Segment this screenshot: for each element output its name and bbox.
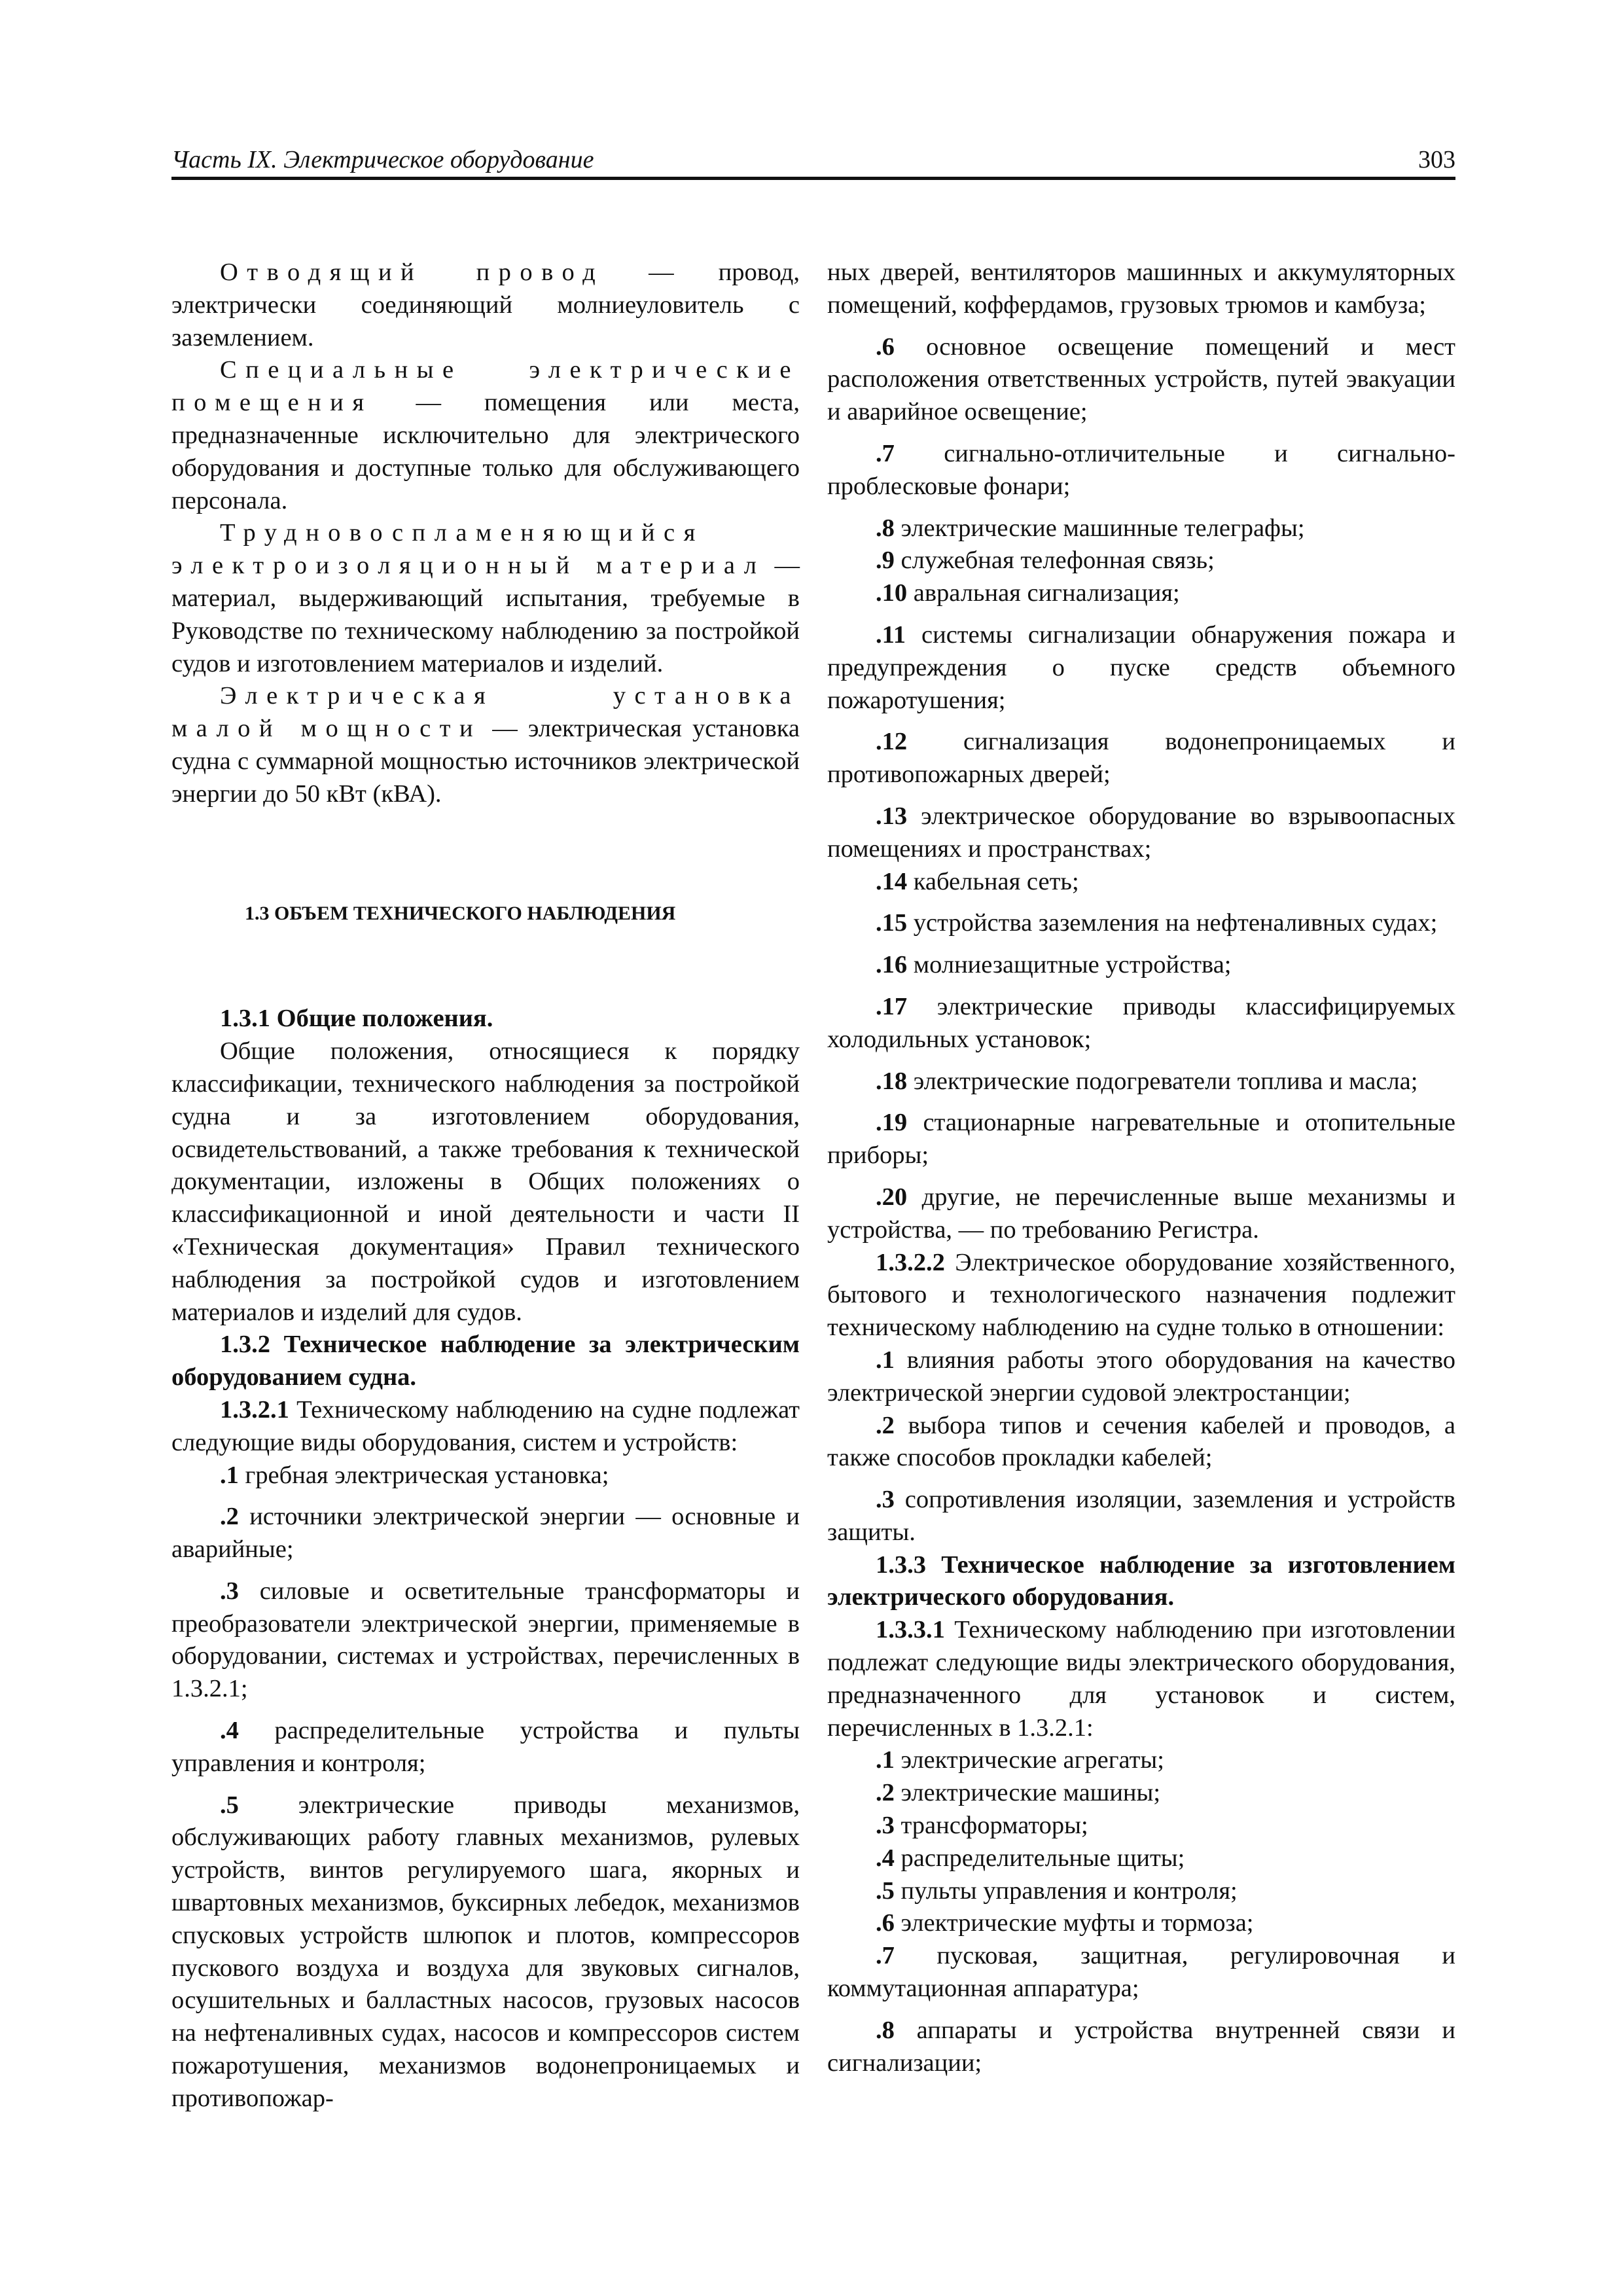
item-text: основное освещение помещений и мест расположения ответственных устройств, путей эвакуации и аварийное освещение; [827, 332, 1455, 426]
item-text: сигнализация водонепроницаемых и противопожарных дверей; [827, 728, 1455, 789]
list-item [827, 331, 1455, 429]
defined-term: Электрическая установка малой мощности [171, 682, 800, 743]
item-number: .3 [220, 1577, 239, 1605]
item-text: электрические агрегаты; [894, 1746, 1164, 1774]
list-item [827, 1066, 1455, 1098]
defined-term: Специальные электрические помещения [171, 356, 800, 417]
item-number: .11 [876, 620, 906, 649]
item-number: .15 [876, 909, 908, 937]
item-number: .20 [876, 1183, 908, 1211]
list-item [827, 1744, 1455, 1777]
list-item [827, 949, 1455, 982]
item-number: .1 [876, 1346, 895, 1374]
item-number: .9 [876, 547, 895, 575]
list-item [827, 907, 1455, 940]
item-number: .7 [876, 439, 895, 467]
item-text: электрические муфты и тормоза; [894, 1909, 1254, 1937]
item-text: сигнально-отличительные и сигнально-проблесковые фонари; [827, 439, 1455, 500]
item-text: источники электрической энергии — основные и аварийные; [171, 1503, 800, 1564]
item-number: .14 [876, 867, 908, 895]
list-item [827, 512, 1455, 545]
item-text: электрическое оборудование во взрывоопасных помещениях и пространствах; [827, 802, 1455, 863]
list-item [171, 1460, 800, 1492]
item-number: .12 [876, 728, 908, 756]
list-item [827, 1810, 1455, 1842]
definition-paragraph [171, 354, 800, 517]
item-text: пульты управления и контроля; [894, 1876, 1238, 1905]
item-text: авральная сигнализация; [907, 579, 1180, 607]
item-number: .5 [220, 1791, 239, 1819]
definition-paragraph [171, 517, 800, 680]
paragraph [827, 1247, 1455, 1344]
item-number: .7 [876, 1942, 895, 1970]
page-number: 303 [1418, 146, 1455, 173]
clause-number: 1.3.2.1 [220, 1395, 289, 1424]
item-text: влияния работы этого оборудования на качество электрической энергии судовой электростанции; [827, 1346, 1455, 1407]
item-number: .17 [876, 992, 908, 1020]
subsection-title: 1.3.1 Общие положения. [220, 1005, 493, 1033]
item-number: .8 [876, 514, 895, 542]
defined-term: Отводящий провод [220, 259, 605, 286]
item-text: гребная электрическая установка; [238, 1461, 609, 1489]
item-text: другие, не перечисленные выше механизмы и устройства, — по требованию Регистра. [827, 1183, 1455, 1244]
item-text: аппараты и устройства внутренней связи и сигнализации; [827, 2016, 1455, 2077]
item-number: .16 [876, 951, 908, 979]
list-item [827, 438, 1455, 503]
item-number: .18 [876, 1067, 908, 1095]
item-text: устройства заземления на нефтеналивных судах; [907, 909, 1438, 937]
list-item [171, 1715, 800, 1780]
item-number: .2 [876, 1411, 895, 1439]
item-number: .2 [220, 1503, 239, 1531]
paragraph: Общие положения, относящиеся к порядку классификации, технического наблюдения за постройкой судна и за изготовлением оборудования, освидетельствований, а также требования к технической документации, изложены в Общих положениях о классификационной и иной деятельности и части II «Техническая документация» Правил технического наблюдения за постройкой судов и изготовлением материалов и изделий для судов. [171, 1037, 800, 1326]
item-number: .19 [876, 1109, 908, 1137]
list-item [827, 1777, 1455, 1810]
item-text: силовые и осветительные трансформаторы и преобразователи электрической энергии, применяемые в оборудовании, системах и устройствах, перечисленных в 1.3.2.1; [171, 1577, 800, 1703]
item-text: распределительные щиты; [894, 1844, 1185, 1872]
item-text: электрические машины; [894, 1779, 1161, 1807]
item-number: .4 [876, 1844, 895, 1872]
list-item [827, 1107, 1455, 1172]
list-item [827, 1842, 1455, 1875]
item-number: .4 [220, 1717, 239, 1745]
right-column [827, 257, 1455, 2079]
item-number: .8 [876, 2016, 895, 2044]
item-text: системы сигнализации обнаружения пожара и предупреждения о пуске средств объемного пожаротушения; [827, 620, 1455, 714]
list-item [171, 1501, 800, 1566]
subsection-title: 1.3.3 Техническое наблюдение за изготовлением электрического оборудования. [827, 1551, 1455, 1611]
list-item [171, 1789, 800, 2115]
item-number: .1 [220, 1461, 239, 1489]
list-item [827, 2015, 1455, 2080]
item-text: кабельная сеть; [907, 867, 1079, 895]
header-rule [171, 177, 1455, 180]
list-item [827, 1410, 1455, 1475]
clause-text: Техническому наблюдению на судне подлежат следующие виды оборудования, систем и устройств: [171, 1395, 800, 1456]
item-number: .2 [876, 1779, 895, 1807]
item-text: пусковая, защитная, регулировочная и коммутационная аппаратура; [827, 1942, 1455, 2003]
item-text: выбора типов и сечения кабелей и проводов, а также способов прокладки кабелей; [827, 1411, 1455, 1472]
paragraph [171, 1394, 800, 1460]
subsection-heading [827, 1549, 1455, 1615]
subsection-heading [171, 1329, 800, 1394]
running-title: Часть IX. Электрическое оборудование [171, 146, 594, 173]
item-text: сопротивления изоляции, заземления и устройств защиты. [827, 1486, 1455, 1546]
item-number: .10 [876, 579, 908, 607]
item-number: .1 [876, 1746, 895, 1774]
item-number: .6 [876, 332, 895, 361]
item-number: .6 [876, 1909, 895, 1937]
clause-text: Техническому наблюдению при изготовлении подлежат следующие виды электрического оборудования, предназначенного для установок и систем, перечисленных в 1.3.2.1: [827, 1616, 1455, 1742]
list-item [827, 991, 1455, 1056]
item-text: трансформаторы; [894, 1812, 1088, 1840]
paragraph [827, 1614, 1455, 1744]
item-number: .3 [876, 1486, 895, 1514]
definition-paragraph [171, 680, 800, 810]
item-text: стационарные нагревательные и отопительные приборы; [827, 1109, 1455, 1170]
item-text: электрические приводы механизмов, обслуживающих работу главных механизмов, рулевых устройств, винтов регулируемого шага, якорных и швартовных механизмов, буксирных лебедок, механизмов спусковых устройств шлюпок и плотов, компрессоров пускового воздуха и воздуха для звуковых сигналов, осушительных и балластных насосов, грузовых насосов на нефтеналивных судах, насосов и компрессоров систем пожаротушения, механизмов водонепроницаемых и противопожар- [171, 1791, 800, 2112]
list-item [827, 577, 1455, 610]
page-header [171, 145, 1455, 174]
item-text: служебная телефонная связь; [894, 547, 1215, 575]
list-item [827, 619, 1455, 717]
list-item [827, 545, 1455, 577]
paragraph-continuation: ных дверей, вентиляторов машинных и аккумуляторных помещений, коффердамов, грузовых трюмов и камбуза; [827, 259, 1455, 319]
defined-term: Трудновоспламеняющийся электроизоляционный материал [171, 519, 766, 580]
definition-text: — провод, электрически соединяющий молниеуловитель с заземлением. [171, 259, 800, 351]
clause-number: 1.3.2.2 [876, 1248, 945, 1276]
subsection-heading [171, 1003, 800, 1035]
item-text: электрические приводы классифицируемых холодильных установок; [827, 992, 1455, 1053]
section-heading: 1.3 ОБЪЕМ ТЕХНИЧЕСКОГО НАБЛЮДЕНИЯ [245, 902, 676, 924]
clause-text: Электрическое оборудование хозяйственного, бытового и технологического назначения подлежит техническому наблюдению на судне только в отношении: [827, 1248, 1455, 1342]
subsection-title: 1.3.2 Техническое наблюдение за электрическим оборудованием судна. [171, 1331, 800, 1391]
list-item [827, 1484, 1455, 1549]
item-text: электрические подогреватели топлива и масла; [907, 1067, 1418, 1095]
item-number: .13 [876, 802, 908, 830]
definition-text: — электрическая установка судна с суммарной мощностью источников электрической энергии до 50 кВт (кВА). [171, 715, 800, 808]
item-text: молниезащитные устройства; [907, 951, 1232, 979]
list-item [827, 726, 1455, 791]
list-item [171, 1575, 800, 1706]
item-number: .5 [876, 1876, 895, 1905]
list-item [827, 1344, 1455, 1410]
list-item [827, 1907, 1455, 1940]
item-text: распределительные устройства и пульты управления и контроля; [171, 1717, 800, 1777]
list-item [827, 1940, 1455, 2005]
left-column [171, 257, 800, 2115]
definition-paragraph [171, 257, 800, 354]
item-number: .3 [876, 1812, 895, 1840]
item-text: электрические машинные телеграфы; [894, 514, 1305, 542]
list-item [827, 1181, 1455, 1247]
list-item [827, 800, 1455, 866]
definition-text: — материал, выдерживающий испытания, требуемые в Руководстве по техническому наблюдению за постройкой судов и изготовлением материалов и изделий. [171, 552, 800, 677]
list-item [827, 1875, 1455, 1908]
clause-number: 1.3.3.1 [876, 1616, 945, 1644]
list-item [827, 866, 1455, 899]
definition-text: — помещения или места, предназначенные исключительно для электрического оборудования и доступные только для обслуживающего персонала. [171, 389, 800, 514]
